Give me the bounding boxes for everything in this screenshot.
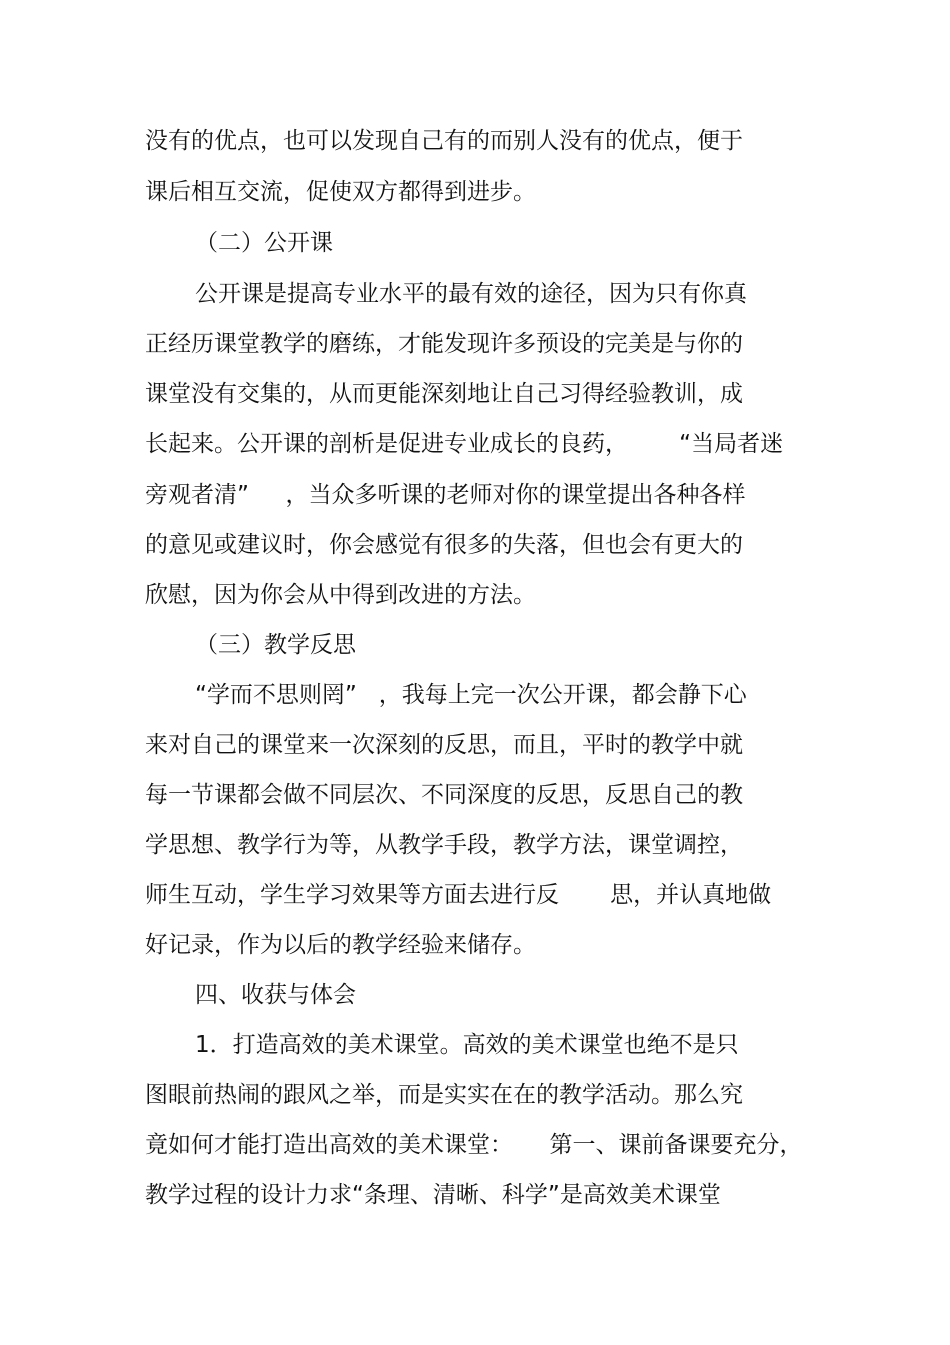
section-heading: （三）教学反思	[195, 632, 356, 658]
text-line: 公开课是提高专业水平的最有效的途径，因为只有你真	[195, 281, 747, 307]
text-line: 来对自己的课堂来一次深刻的反思，而且，平时的教学中就	[145, 732, 743, 758]
text-line: 好记录，作为以后的教学经验来储存。	[145, 932, 536, 958]
text-line: 图眼前热闹的跟风之举，而是实实在在的教学活动。那么究	[145, 1082, 743, 1108]
text-line: “学而不思则罔” ，我每上完一次公开课，都会静下心	[195, 682, 747, 708]
text-line: 正经历课堂教学的磨练，才能发现许多预设的完美是与你的	[145, 331, 743, 357]
text-line: 旁观者清” ，当众多听课的老师对你的课堂提出各种各样	[145, 482, 746, 508]
text-line: 欣慰，因为你会从中得到改进的方法。	[145, 582, 536, 608]
section-heading: 四、收获与体会	[195, 982, 356, 1008]
section-heading: （二）公开课	[195, 230, 333, 256]
text-line: 课后相互交流，促使双方都得到进步。	[145, 179, 536, 205]
text-line: 竟如何才能打造出高效的美术课堂： 第一、课前备课要充分，	[145, 1132, 803, 1158]
text-line: 长起来。公开课的剖析是促进专业成长的良药， “当局者迷	[145, 431, 784, 457]
text-line: 课堂没有交集的，从而更能深刻地让自己习得经验教训，成	[145, 381, 743, 407]
text-line: 1．打造高效的美术课堂。高效的美术课堂也绝不是只	[195, 1032, 739, 1058]
text-line: 教学过程的设计力求“条理、清晰、科学”是高效美术课堂	[145, 1182, 721, 1208]
text-line: 师生互动，学生学习效果等方面去进行反 思，并认真地做	[145, 882, 772, 908]
text-line: 没有的优点，也可以发现自己有的而别人没有的优点，便于	[145, 128, 743, 154]
text-line: 每一节课都会做不同层次、不同深度的反思，反思自己的教	[145, 782, 743, 808]
text-line: 学思想、教学行为等，从教学手段，教学方法，课堂调控，	[145, 832, 743, 858]
text-line: 的意见或建议时，你会感觉有很多的失落，但也会有更大的	[145, 532, 743, 558]
